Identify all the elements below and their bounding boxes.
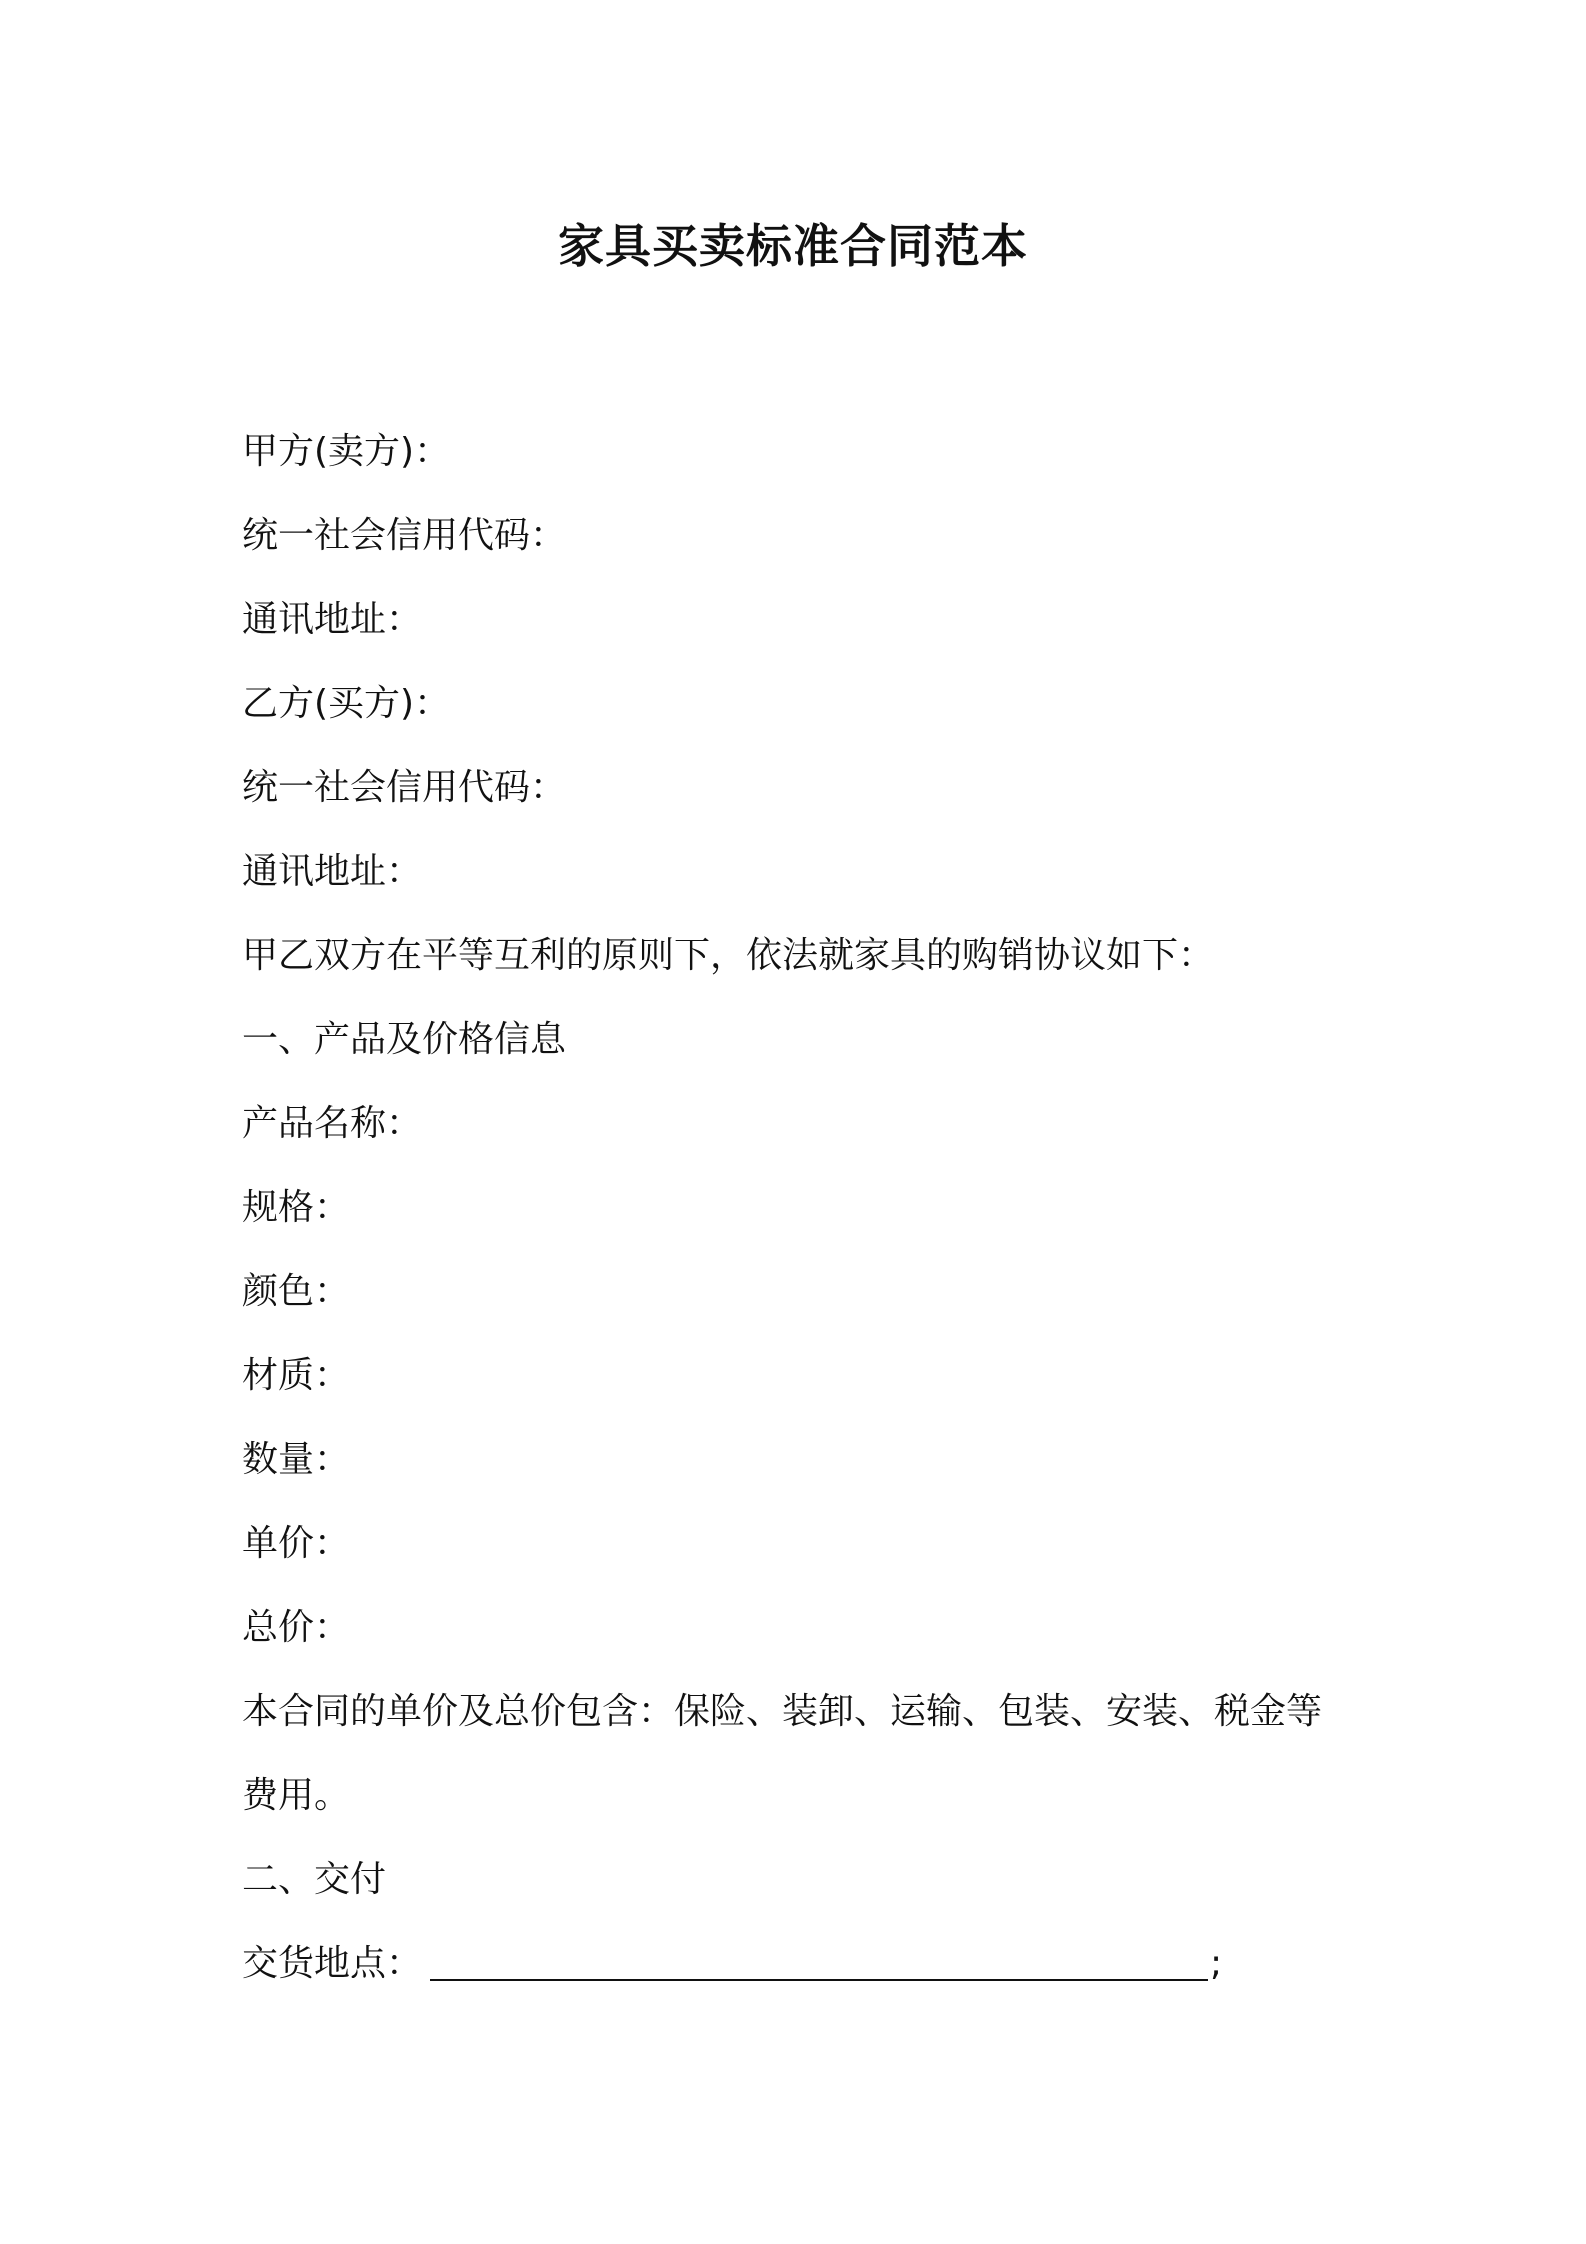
total-price-label: 总价： <box>242 1607 351 1648</box>
quantity-label: 数量： <box>242 1439 351 1480</box>
party-a-credit-code-label: 统一社会信用代码： <box>242 515 567 556</box>
price-note-line-2: 费用。 <box>242 1775 351 1816</box>
delivery-place-label: 交货地点： <box>242 1943 423 1984</box>
delivery-place-blank <box>430 1943 1208 1981</box>
material-label: 材质： <box>242 1355 351 1396</box>
party-a-label: 甲方(卖方)： <box>242 431 451 472</box>
section-2-heading: 二、交付 <box>242 1859 387 1900</box>
section-1-heading: 一、产品及价格信息 <box>242 1019 567 1060</box>
color-label: 颜色： <box>242 1271 351 1312</box>
party-a-address-label: 通讯地址： <box>242 599 423 640</box>
preamble-text: 甲乙双方在平等互利的原则下，依法就家具的购销协议如下： <box>242 935 1215 976</box>
party-b-label: 乙方(买方)： <box>242 683 451 724</box>
document-title: 家具买卖标准合同范本 <box>558 219 1028 273</box>
party-b-address-label: 通讯地址： <box>242 851 423 892</box>
price-note-line-1: 本合同的单价及总价包含：保险、装卸、运输、包装、安装、税金等 <box>242 1691 1323 1732</box>
delivery-place-line <box>242 1922 1352 2006</box>
contract-body <box>242 410 1352 2006</box>
spec-label: 规格： <box>242 1187 351 1228</box>
product-name-label: 产品名称： <box>242 1103 423 1144</box>
delivery-place-end: ; <box>1210 1943 1223 1984</box>
unit-price-label: 单价： <box>242 1523 351 1564</box>
party-b-credit-code-label: 统一社会信用代码： <box>242 767 567 808</box>
